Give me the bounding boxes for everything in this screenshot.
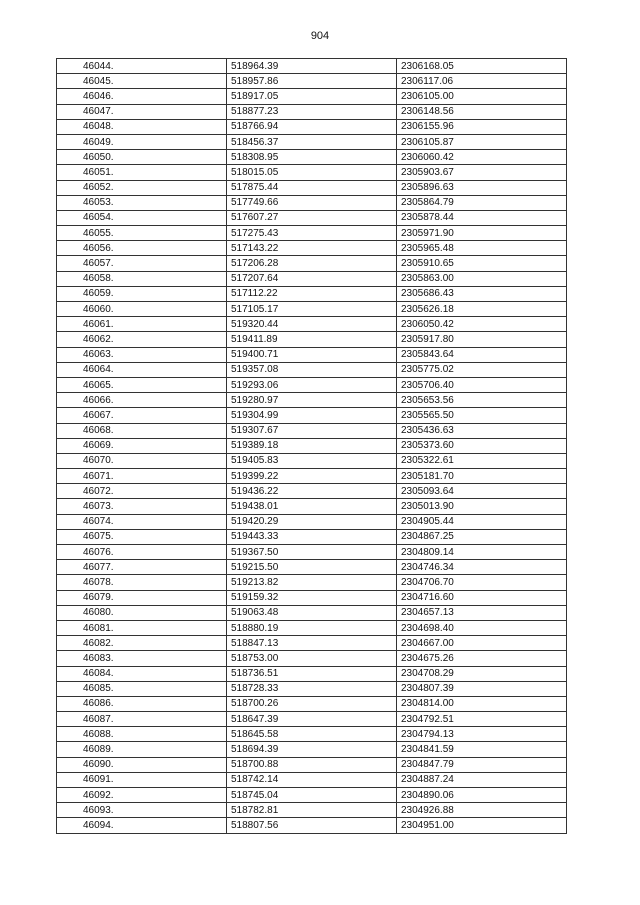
y-coordinate-cell: 2304794.13 — [397, 727, 567, 742]
point-number-cell: 46067. — [57, 408, 227, 423]
page-number: 904 — [310, 30, 330, 42]
x-coordinate-cell: 519215.50 — [227, 560, 397, 575]
point-number-cell: 46069. — [57, 438, 227, 453]
point-number-cell: 46068. — [57, 423, 227, 438]
point-number-cell: 46072. — [57, 484, 227, 499]
x-coordinate-cell: 517112.22 — [227, 286, 397, 301]
table-row — [57, 803, 567, 818]
x-coordinate-cell: 518880.19 — [227, 620, 397, 635]
x-coordinate-cell: 517143.22 — [227, 241, 397, 256]
x-coordinate-cell: 519400.71 — [227, 347, 397, 362]
point-number-cell: 46082. — [57, 636, 227, 651]
y-coordinate-cell: 2304890.06 — [397, 788, 567, 803]
point-number-cell: 46089. — [57, 742, 227, 757]
x-coordinate-cell: 519293.06 — [227, 377, 397, 392]
table-row — [57, 423, 567, 438]
point-number-cell: 46047. — [57, 104, 227, 119]
x-coordinate-cell: 517207.64 — [227, 271, 397, 286]
y-coordinate-cell: 2304847.79 — [397, 757, 567, 772]
x-coordinate-cell: 518647.39 — [227, 712, 397, 727]
point-number-cell: 46048. — [57, 119, 227, 134]
x-coordinate-cell: 518745.04 — [227, 788, 397, 803]
point-number-cell: 46087. — [57, 712, 227, 727]
y-coordinate-cell: 2305626.18 — [397, 302, 567, 317]
table-row — [57, 681, 567, 696]
point-number-cell: 46062. — [57, 332, 227, 347]
x-coordinate-cell: 518700.88 — [227, 757, 397, 772]
x-coordinate-cell: 519389.18 — [227, 438, 397, 453]
x-coordinate-cell: 518782.81 — [227, 803, 397, 818]
y-coordinate-cell: 2304675.26 — [397, 651, 567, 666]
y-coordinate-cell: 2305878.44 — [397, 210, 567, 225]
y-coordinate-cell: 2305436.63 — [397, 423, 567, 438]
y-coordinate-cell: 2306060.42 — [397, 150, 567, 165]
table-row — [57, 742, 567, 757]
x-coordinate-cell: 519213.82 — [227, 575, 397, 590]
table-row — [57, 605, 567, 620]
x-coordinate-cell: 519307.67 — [227, 423, 397, 438]
x-coordinate-cell: 518456.37 — [227, 134, 397, 149]
point-number-cell: 46083. — [57, 651, 227, 666]
point-number-cell: 46088. — [57, 727, 227, 742]
table-row — [57, 560, 567, 575]
table-row — [57, 180, 567, 195]
y-coordinate-cell: 2306117.06 — [397, 74, 567, 89]
coordinate-table — [56, 58, 567, 834]
y-coordinate-cell: 2306148.56 — [397, 104, 567, 119]
point-number-cell: 46085. — [57, 681, 227, 696]
y-coordinate-cell: 2305013.90 — [397, 499, 567, 514]
table-row — [57, 332, 567, 347]
x-coordinate-cell: 518877.23 — [227, 104, 397, 119]
table-row — [57, 362, 567, 377]
table-row — [57, 469, 567, 484]
y-coordinate-cell: 2304667.00 — [397, 636, 567, 651]
table-row — [57, 271, 567, 286]
x-coordinate-cell: 518742.14 — [227, 772, 397, 787]
y-coordinate-cell: 2305903.67 — [397, 165, 567, 180]
x-coordinate-cell: 518766.94 — [227, 119, 397, 134]
table-row — [57, 772, 567, 787]
y-coordinate-cell: 2304657.13 — [397, 605, 567, 620]
table-row — [57, 484, 567, 499]
y-coordinate-cell: 2304706.70 — [397, 575, 567, 590]
point-number-cell: 46064. — [57, 362, 227, 377]
point-number-cell: 46044. — [57, 59, 227, 74]
y-coordinate-cell: 2305093.64 — [397, 484, 567, 499]
x-coordinate-cell: 519367.50 — [227, 545, 397, 560]
x-coordinate-cell: 519443.33 — [227, 529, 397, 544]
x-coordinate-cell: 518728.33 — [227, 681, 397, 696]
point-number-cell: 46081. — [57, 620, 227, 635]
x-coordinate-cell: 518917.05 — [227, 89, 397, 104]
y-coordinate-cell: 2305322.61 — [397, 453, 567, 468]
point-number-cell: 46060. — [57, 302, 227, 317]
table-row — [57, 104, 567, 119]
point-number-cell: 46053. — [57, 195, 227, 210]
x-coordinate-cell: 519411.89 — [227, 332, 397, 347]
table-row — [57, 408, 567, 423]
y-coordinate-cell: 2306105.00 — [397, 89, 567, 104]
point-number-cell: 46092. — [57, 788, 227, 803]
point-number-cell: 46050. — [57, 150, 227, 165]
x-coordinate-cell: 517206.28 — [227, 256, 397, 271]
x-coordinate-cell: 517105.17 — [227, 302, 397, 317]
x-coordinate-cell: 517749.66 — [227, 195, 397, 210]
y-coordinate-cell: 2306105.87 — [397, 134, 567, 149]
table-row — [57, 438, 567, 453]
table-row — [57, 119, 567, 134]
x-coordinate-cell: 519436.22 — [227, 484, 397, 499]
point-number-cell: 46051. — [57, 165, 227, 180]
x-coordinate-cell: 517875.44 — [227, 180, 397, 195]
point-number-cell: 46071. — [57, 469, 227, 484]
table-row — [57, 195, 567, 210]
x-coordinate-cell: 518957.86 — [227, 74, 397, 89]
y-coordinate-cell: 2305775.02 — [397, 362, 567, 377]
point-number-cell: 46063. — [57, 347, 227, 362]
y-coordinate-cell: 2304807.39 — [397, 681, 567, 696]
x-coordinate-cell: 517275.43 — [227, 226, 397, 241]
table-row — [57, 59, 567, 74]
table-row — [57, 210, 567, 225]
table-row — [57, 514, 567, 529]
y-coordinate-cell: 2306050.42 — [397, 317, 567, 332]
y-coordinate-cell: 2304867.25 — [397, 529, 567, 544]
x-coordinate-cell: 518308.95 — [227, 150, 397, 165]
x-coordinate-cell: 517607.27 — [227, 210, 397, 225]
x-coordinate-cell: 518694.39 — [227, 742, 397, 757]
y-coordinate-cell: 2305565.50 — [397, 408, 567, 423]
table-row — [57, 620, 567, 635]
y-coordinate-cell: 2304746.34 — [397, 560, 567, 575]
y-coordinate-cell: 2306155.96 — [397, 119, 567, 134]
point-number-cell: 46056. — [57, 241, 227, 256]
y-coordinate-cell: 2304814.00 — [397, 696, 567, 711]
point-number-cell: 46049. — [57, 134, 227, 149]
table-row — [57, 286, 567, 301]
y-coordinate-cell: 2305864.79 — [397, 195, 567, 210]
point-number-cell: 46054. — [57, 210, 227, 225]
point-number-cell: 46093. — [57, 803, 227, 818]
x-coordinate-cell: 519399.22 — [227, 469, 397, 484]
y-coordinate-cell: 2305706.40 — [397, 377, 567, 392]
y-coordinate-cell: 2305181.70 — [397, 469, 567, 484]
point-number-cell: 46065. — [57, 377, 227, 392]
y-coordinate-cell: 2304708.29 — [397, 666, 567, 681]
table-row — [57, 590, 567, 605]
y-coordinate-cell: 2304887.24 — [397, 772, 567, 787]
point-number-cell: 46077. — [57, 560, 227, 575]
y-coordinate-cell: 2304905.44 — [397, 514, 567, 529]
y-coordinate-cell: 2304716.60 — [397, 590, 567, 605]
x-coordinate-cell: 519438.01 — [227, 499, 397, 514]
table-row — [57, 377, 567, 392]
point-number-cell: 46074. — [57, 514, 227, 529]
table-row — [57, 134, 567, 149]
y-coordinate-cell: 2306168.05 — [397, 59, 567, 74]
y-coordinate-cell: 2305896.63 — [397, 180, 567, 195]
x-coordinate-cell: 519405.83 — [227, 453, 397, 468]
table-row — [57, 696, 567, 711]
point-number-cell: 46078. — [57, 575, 227, 590]
table-row — [57, 453, 567, 468]
table-row — [57, 74, 567, 89]
x-coordinate-cell: 518807.56 — [227, 818, 397, 833]
table-row — [57, 818, 567, 833]
point-number-cell: 46046. — [57, 89, 227, 104]
table-row — [57, 529, 567, 544]
table-row — [57, 317, 567, 332]
point-number-cell: 46059. — [57, 286, 227, 301]
table-row — [57, 636, 567, 651]
table-row — [57, 302, 567, 317]
x-coordinate-cell: 518847.13 — [227, 636, 397, 651]
point-number-cell: 46057. — [57, 256, 227, 271]
point-number-cell: 46080. — [57, 605, 227, 620]
point-number-cell: 46073. — [57, 499, 227, 514]
x-coordinate-cell: 519320.44 — [227, 317, 397, 332]
table-row — [57, 89, 567, 104]
table-row — [57, 666, 567, 681]
table-row — [57, 712, 567, 727]
table-row — [57, 256, 567, 271]
table-row — [57, 241, 567, 256]
x-coordinate-cell: 519357.08 — [227, 362, 397, 377]
point-number-cell: 46052. — [57, 180, 227, 195]
table-row — [57, 150, 567, 165]
table-row — [57, 165, 567, 180]
table-row — [57, 545, 567, 560]
y-coordinate-cell: 2304841.59 — [397, 742, 567, 757]
y-coordinate-cell: 2305917.80 — [397, 332, 567, 347]
table-row — [57, 226, 567, 241]
coordinate-table-body — [57, 59, 567, 834]
x-coordinate-cell: 519063.48 — [227, 605, 397, 620]
table-row — [57, 393, 567, 408]
point-number-cell: 46075. — [57, 529, 227, 544]
point-number-cell: 46061. — [57, 317, 227, 332]
y-coordinate-cell: 2305971.90 — [397, 226, 567, 241]
x-coordinate-cell: 519420.29 — [227, 514, 397, 529]
y-coordinate-cell: 2304809.14 — [397, 545, 567, 560]
y-coordinate-cell: 2305843.64 — [397, 347, 567, 362]
point-number-cell: 46055. — [57, 226, 227, 241]
table-row — [57, 499, 567, 514]
y-coordinate-cell: 2305686.43 — [397, 286, 567, 301]
point-number-cell: 46084. — [57, 666, 227, 681]
y-coordinate-cell: 2304698.40 — [397, 620, 567, 635]
point-number-cell: 46070. — [57, 453, 227, 468]
y-coordinate-cell: 2305653.56 — [397, 393, 567, 408]
x-coordinate-cell: 519159.32 — [227, 590, 397, 605]
x-coordinate-cell: 518753.00 — [227, 651, 397, 666]
point-number-cell: 46076. — [57, 545, 227, 560]
point-number-cell: 46066. — [57, 393, 227, 408]
x-coordinate-cell: 519280.97 — [227, 393, 397, 408]
point-number-cell: 46079. — [57, 590, 227, 605]
y-coordinate-cell: 2305863.00 — [397, 271, 567, 286]
table-row — [57, 788, 567, 803]
table-row — [57, 757, 567, 772]
table-row — [57, 727, 567, 742]
table-row — [57, 575, 567, 590]
table-row — [57, 651, 567, 666]
x-coordinate-cell: 518736.51 — [227, 666, 397, 681]
x-coordinate-cell: 519304.99 — [227, 408, 397, 423]
x-coordinate-cell: 518964.39 — [227, 59, 397, 74]
y-coordinate-cell: 2305373.60 — [397, 438, 567, 453]
y-coordinate-cell: 2304926.88 — [397, 803, 567, 818]
y-coordinate-cell: 2305910.65 — [397, 256, 567, 271]
x-coordinate-cell: 518700.26 — [227, 696, 397, 711]
point-number-cell: 46091. — [57, 772, 227, 787]
point-number-cell: 46086. — [57, 696, 227, 711]
point-number-cell: 46090. — [57, 757, 227, 772]
y-coordinate-cell: 2305965.48 — [397, 241, 567, 256]
table-row — [57, 347, 567, 362]
x-coordinate-cell: 518645.58 — [227, 727, 397, 742]
point-number-cell: 46094. — [57, 818, 227, 833]
y-coordinate-cell: 2304951.00 — [397, 818, 567, 833]
x-coordinate-cell: 518015.05 — [227, 165, 397, 180]
point-number-cell: 46058. — [57, 271, 227, 286]
point-number-cell: 46045. — [57, 74, 227, 89]
y-coordinate-cell: 2304792.51 — [397, 712, 567, 727]
